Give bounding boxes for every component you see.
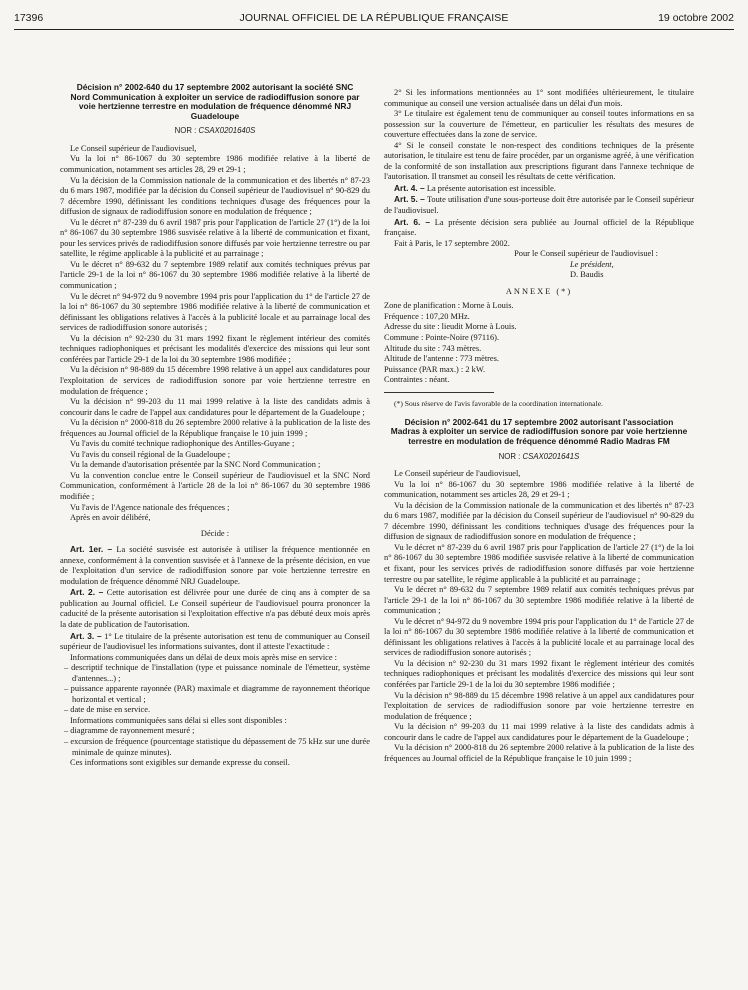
- article-3: [60, 631, 370, 653]
- nor-code: CSAX0201641S: [522, 451, 580, 461]
- journal-title: JOURNAL OFFICIEL DE LA RÉPUBLIQUE FRANÇAISE: [239, 12, 509, 24]
- decision-title: Décision n° 2002-640 du 17 septembre 2002 autorisant la société SNC Nord Communication à exploiter un service de radiodiffusion sonore par voie hertzienne terrestre en modulation de fréquence dénommé NRJ Guadeloupe: [70, 82, 360, 121]
- visa-paragraph: Vu la décision de la Commission nationale de la communication et des libertés n° 87-23 du 6 mars 1987, modifiée par la décision du Conseil supérieur de l'audiovisuel n° 90-829 du 7 décembre 1990, définissant les conditions techniques d'usage des fréquences pour la diffusion de signaux de radiodiffusion sonore en modulation de fréquence ;: [384, 500, 694, 542]
- visa-paragraph: Vu la décision de la Commission nationale de la communication et des libertés n° 87-23 du 6 mars 1987, modifiée par la décision du Conseil supérieur de l'audiovisuel n° 90-829 du 7 décembre 1990, définissant les conditions techniques d'usage des fréquences pour la diffusion de signaux de radiodiffusion sonore en modulation de fréquence ;: [60, 175, 370, 217]
- annex-line: Fréquence : 107,20 MHz.: [384, 311, 470, 321]
- visa-paragraph: Le Conseil supérieur de l'audiovisuel,: [394, 469, 521, 479]
- nor-label: NOR :: [498, 451, 521, 461]
- info-two-months: Informations communiquées dans un délai de deux mois après mise en service :: [70, 652, 337, 662]
- visa-paragraph: Vu le décret n° 87-239 du 6 avril 1987 pris pour l'application de l'article 27 (1°) de la loi n° 86-1067 du 30 septembre 1986 modifiée susvisée relative à la liberté de communication et fixant, pour les services privés de radiodiffusion sonore diffusés par voie hertzienne terrestre ou par satellite, le régime applicable à la publicité et au parrainage ;: [384, 542, 694, 584]
- footnote: (*) Sous réserve de l'avis favorable de la coordination internationale.: [394, 398, 603, 408]
- right-column: [384, 88, 694, 764]
- visa-paragraph: Vu le décret n° 94-972 du 9 novembre 1994 pris pour l'application du 1° de l'article 27 de la loi n° 86-1067 du 30 septembre 1986 modifiée relative à la liberté de communication et définissant les obligations relatives à l'accès à la publicité locale et au parrainage local des services de radiodiffusion sonore autorisés ;: [60, 291, 370, 333]
- article-4: [384, 183, 694, 195]
- annex-line: Contraintes : néant.: [384, 375, 450, 385]
- info-available: Informations communiquées sans délai si elles sont disponibles :: [70, 715, 287, 725]
- nor-reference-2: [384, 452, 694, 463]
- visa-paragraph: Vu le décret n° 87-239 du 6 avril 1987 pris pour l'application de l'article 27 (1°) de la loi n° 86-1067 du 30 septembre 1986 susvisée relative à la liberté de communication et fixant, pour les services privés de radiodiffusion sonore diffusés par voie hertzienne terrestre ou par satellite, le régime applicable à la publicité et au parrainage ;: [60, 217, 370, 259]
- list-item: – date de mise en service.: [64, 705, 151, 715]
- annex-line: Puissance (PAR max.) : 2 kW.: [384, 364, 486, 374]
- visa-paragraph: Vu le décret n° 94-972 du 9 novembre 1994 pris pour l'application du 1° de l'article 27 de la loi n° 86-1067 du 30 septembre 1986 modifiée relative à la liberté de communication et définissant les obligations relatives à l'accès à la publicité locale et au parrainage local des services de radiodiffusion sonore autorisés ;: [384, 616, 694, 658]
- signature-role: [384, 260, 694, 271]
- page-header: [14, 12, 734, 26]
- visa-paragraph: Vu la décision n° 99-203 du 11 mai 1999 relative à la liste des candidats admis à concourir dans le cadre de l'appel aux candidatures pour le département de la Guadeloupe ;: [60, 397, 370, 417]
- signature-role-text: Le président,: [570, 259, 614, 269]
- paragraph: 3° Le titulaire est également tenu de communiquer au conseil toutes informations en sa possession sur la couverture de l'émetteur, en particulier les résultats des mesures de couverture effectuées dans la zone de service.: [384, 109, 694, 140]
- nor-label: NOR :: [174, 126, 197, 136]
- list-item: – diagramme de rayonnement mesuré ;: [64, 726, 195, 736]
- annex-details: [384, 301, 694, 385]
- visa-paragraph: Vu la décision n° 2000-818 du 26 septembre 2000 relative à la publication de la liste des fréquences au Journal officiel de la République française le 10 juin 1999 ;: [384, 743, 694, 763]
- visa-paragraph: Vu la décision n° 98-889 du 15 décembre 1998 relative à un appel aux candidatures pour l'exploitation de services de radiodiffusion sonore par voie hertzienne terrestre en modulation de fréquence ;: [60, 365, 370, 396]
- article-1-label: Art. 1er. –: [70, 544, 113, 555]
- article-5-label: Art. 5. –: [394, 194, 425, 205]
- annex-line: Adresse du site : lieudit Morne à Louis.: [384, 322, 517, 332]
- fait-a-paris: Fait à Paris, le 17 septembre 2002.: [394, 238, 510, 248]
- article-3-label: Art. 3. –: [70, 630, 102, 641]
- article-4-text: La présente autorisation est incessible.: [426, 183, 556, 193]
- header-rule: [14, 29, 734, 30]
- list-item: – descriptif technique de l'installation (type et puissance nominale de l'émetteur, système d'antennes...) ;: [64, 663, 370, 683]
- annex-line: Altitude du site : 743 mètres.: [384, 343, 482, 353]
- visa-paragraph: Vu la décision n° 92-230 du 31 mars 1992 fixant le règlement intérieur des comités techniques radiophoniques et précisant les modalités d'exercice des missions qui leur sont conférées par l'article 29-1 de la loi du 30 septembre 1986 modifiée ;: [60, 333, 370, 364]
- visa-paragraph: Vu la loi n° 86-1067 du 30 septembre 1986 modifiée relative à la liberté de communication, notamment ses articles 28, 29 et 29-1 ;: [384, 479, 694, 500]
- visa-paragraph: Vu le décret n° 89-632 du 7 septembre 1989 relatif aux comités techniques prévus par l'article 29-1 de la loi n° 86-1067 du 30 septembre 1986 modifiée relative à la liberté de communication ;: [60, 259, 370, 291]
- article-5-text: Toute utilisation d'une sous-porteuse doit être autorisée par le Conseil supérieur de l'audiovisuel.: [384, 195, 694, 216]
- visas-list-2: [384, 469, 694, 764]
- visa-paragraph: Vu la demande d'autorisation présentée par la SNC Nord Communication ;: [70, 460, 321, 470]
- article-5: [384, 194, 694, 216]
- visa-paragraph: Vu la décision n° 92-230 du 31 mars 1992 fixant le règlement intérieur des comités techniques radiophoniques et précisant les modalités d'exercice des missions qui leur sont conférées par l'article 29-1 de la loi du 30 septembre 1986 modifiée ;: [384, 658, 694, 690]
- article-3-text: 1° Le titulaire de la présente autorisation est tenu de communiquer au Conseil supérieur de l'audiovisuel les informations suivantes, dont il atteste l'exactitude :: [60, 631, 371, 652]
- nor-code: CSAX0201640S: [198, 126, 256, 136]
- visa-paragraph: Le Conseil supérieur de l'audiovisuel,: [70, 143, 197, 153]
- annex-line: Altitude de l'antenne : 773 mètres.: [384, 354, 500, 364]
- decide-heading: Décide :: [200, 528, 230, 538]
- article-2: [60, 587, 370, 630]
- visa-paragraph: Vu la décision n° 98-889 du 15 décembre 1998 relative à un appel aux candidatures pour l'exploitation de services de radiodiffusion sonore par voie hertzienne terrestre en modulation de fréquence ;: [384, 690, 694, 721]
- annex-line: Commune : Pointe-Noire (97116).: [384, 333, 500, 343]
- list-item: – puissance apparente rayonnée (PAR) maximale et diagramme de rayonnement théorique horizontal et vertical ;: [64, 684, 370, 704]
- signature-for: Pour le Conseil supérieur de l'audiovisuel :: [514, 249, 658, 259]
- visa-paragraph: Vu l'avis du comité technique radiophonique des Antilles-Guyane ;: [70, 439, 295, 449]
- visa-paragraph: Vu le décret n° 89-632 du 7 septembre 1989 relatif aux comités techniques prévus par l'article 29-1 de la loi n° 86-1067 du 30 septembre 1986 modifiée relative à la liberté de communication ;: [384, 585, 694, 616]
- article-2-label: Art. 2. –: [70, 587, 104, 598]
- signature-name: D. Baudis: [570, 270, 604, 280]
- visa-paragraph: Vu la décision n° 99-203 du 11 mai 1999 relative à la liste des candidats admis à concourir dans le cadre de l'appel aux candidatures pour le département de la Guadeloupe ;: [384, 722, 694, 742]
- visa-paragraph: Vu la décision n° 2000-818 du 26 septembre 2000 relative à la publication de la liste des fréquences au Journal officiel de la République française le 10 juin 1999 ;: [60, 418, 370, 438]
- article-6-label: Art. 6. –: [394, 216, 430, 227]
- article-1-text: La société susvisée est autorisée à utiliser la fréquence mentionnée en annexe, conformément à la convention susvisée et à l'annexe de la présente décision, en vue de l'exploitation d'un service de radiodiffusion sonore par voie hertzienne terrestre en modulation de fréquence dénommé NRJ Guadeloupe.: [60, 545, 370, 586]
- visa-paragraph: Vu l'avis du conseil régional de la Guadeloupe ;: [70, 449, 231, 459]
- visa-paragraph: Après en avoir délibéré,: [70, 513, 151, 523]
- annex-title: ANNEXE (*): [505, 286, 573, 296]
- article-6: [384, 217, 694, 239]
- page-number: 17396: [14, 12, 44, 24]
- visas-list: [60, 144, 370, 524]
- paragraph: 2° Si les informations mentionnées au 1° sont modifiées ultérieurement, le titulaire communique au conseil une version actualisée dans un délai d'un mois.: [384, 88, 694, 108]
- left-column: [60, 83, 370, 769]
- article-4-label: Art. 4. –: [394, 182, 425, 193]
- footnote-rule: [384, 392, 494, 393]
- last-paragraph: Ces informations sont exigibles sur demande expresse du conseil.: [70, 758, 290, 768]
- article-2-text: Cette autorisation est délivrée pour une durée de cinq ans à compter de sa publication au Journal officiel. Le Conseil supérieur de l'audiovisuel pourra prononcer la caducité de la présente autorisation si l'exploitation effective n'a pas débuté deux mois après la date de publication de l'autorisation.: [60, 588, 370, 629]
- issue-date: 19 octobre 2002: [658, 12, 734, 24]
- article-6-text: La présente décision sera publiée au Journal officiel de la République française.: [384, 217, 694, 238]
- annex-line: Zone de planification : Morne à Louis.: [384, 301, 514, 311]
- article-1: [60, 544, 370, 587]
- decision-title-2: Décision n° 2002-641 du 17 septembre 2002 autorisant l'association Madras à exploiter un service de radiodiffusion sonore par voie hertzienne terrestre en modulation de fréquence dénommé Radio Madras FM: [390, 416, 688, 446]
- visa-paragraph: Vu la loi n° 86-1067 du 30 septembre 1986 modifiée relative à la liberté de communication, notamment ses articles 28, 29 et 29-1 ;: [60, 154, 370, 175]
- list-item: – excursion de fréquence (pourcentage statistique du dépassement de 75 kHz sur une durée minimale de quinze minutes).: [64, 737, 370, 757]
- nor-reference: [60, 126, 370, 137]
- visa-paragraph: Vu l'avis de l'Agence nationale des fréquences ;: [70, 502, 230, 512]
- visa-paragraph: Vu la convention conclue entre le Conseil supérieur de l'audiovisuel et la SNC Nord Communication, conformément à l'article 28 de la loi n° 86-1067 du 30 septembre 1986 modifiée ;: [60, 470, 370, 501]
- paragraph: 4° Si le conseil constate le non-respect des conditions techniques de la présente autorisation, le titulaire est tenu de faire procéder, par un organisme agréé, à une vérification de la conformité de son installation aux prescriptions figurant dans l'annexe technique de l'autorisation. Il transmet au conseil les résultats de cette vérification.: [384, 140, 694, 182]
